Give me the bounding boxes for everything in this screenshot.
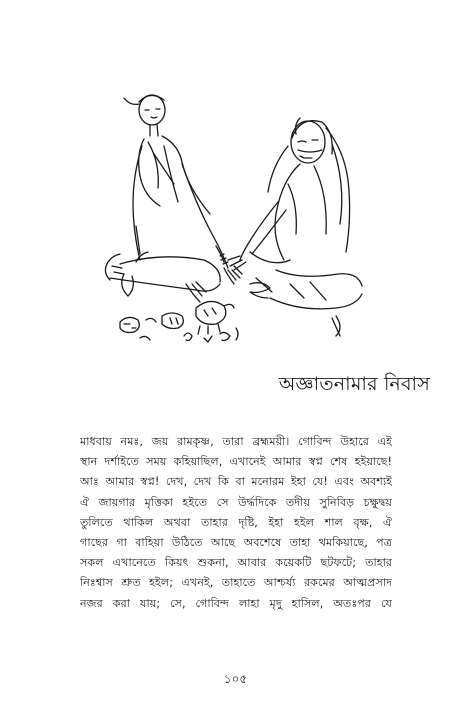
body-line: ঐ জায়গার মৃত্তিকা হইতে সে উর্দ্ধদিকে তদীয় সুনিবিড় চক্ষুদ্বয় [80, 495, 392, 509]
body-line: মাধবায় নমঃ, জয় রামকৃষ্ণ, তারা ব্রহ্মময়ী। গোবিন্দ উহারে এই [80, 435, 392, 448]
body-line: তুলিতে থাকিল অথবা তাহার দৃষ্টি, ইহা হইল শাল বৃক্ষ, ঐ [80, 515, 392, 529]
ground-doodles [120, 301, 238, 342]
body-line: স্থান দর্শাইতে সময় কহিয়াছিল, এখানেই আমার স্বপ্ন শেষ হইয়াছে! [80, 455, 392, 469]
body-line: সকল এখানেতে কিয়ৎ শুকনা, আবার কয়েকটি ছটফটে; তাহার [80, 556, 392, 570]
left-figure [105, 95, 242, 302]
body-text [80, 432, 392, 614]
body-line: নজর করা যায়; সে, গোবিন্দ লাহা মৃদু হাসিল, অতঃপর যে [80, 596, 392, 610]
body-line: গাছের গা বাহিয়া উঠিতে আছে অবশেষে তাহা থমকিয়াছে, পত্র [80, 535, 392, 549]
body-line: নিঃশ্বাস শ্রুত হইল; এখনই, তাহাতে আশ্চর্য্য রকমের আত্মপ্রসাদ [80, 576, 392, 590]
chapter-title: অজ্ঞাতনামার নিবাস [278, 373, 430, 395]
body-line: আঃ আমার স্বপ্ন! দেখ, দেখ কি বা মনোরম ইহা যে! এবং অবশ্যই [80, 475, 392, 489]
right-figure [228, 118, 362, 336]
page-number: ১০৫ [223, 672, 248, 686]
illustration [100, 84, 370, 352]
